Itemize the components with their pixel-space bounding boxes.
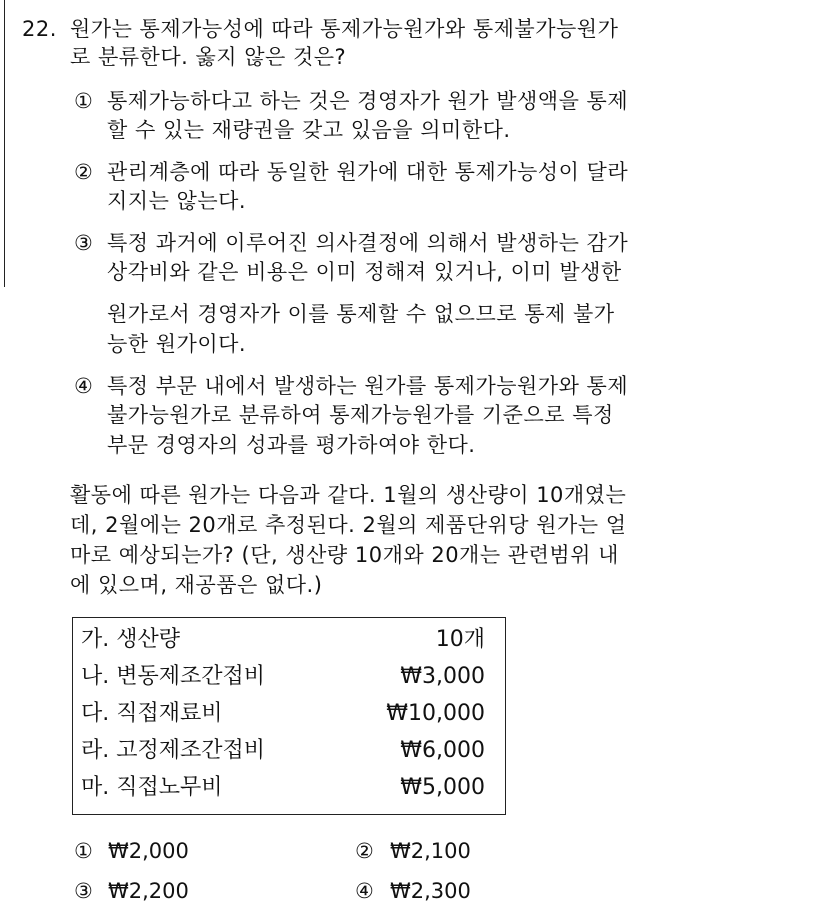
cost-data-table xyxy=(72,617,506,815)
choice-value: ₩2,300 xyxy=(390,879,471,903)
row-label: 라. 고정제조간접비 xyxy=(81,738,266,763)
question-stem-line-2: 로 분류한다. 옳지 않은 것은? xyxy=(70,45,347,69)
option-text-line: 능한 원가이다. xyxy=(107,332,247,356)
choice-marker: ① xyxy=(74,839,93,863)
table-row xyxy=(81,733,485,769)
choice-marker: ④ xyxy=(355,879,374,903)
row-value: ₩3,000 xyxy=(400,664,485,689)
question-stem-line: 데, 2월에는 20개로 추정된다. 2월의 제품단위당 원가는 얼 xyxy=(70,513,627,537)
table-row xyxy=(81,696,485,732)
option-text-line: 할 수 있는 재량권을 갖고 있음을 의미한다. xyxy=(107,118,511,142)
row-value: ₩6,000 xyxy=(400,738,485,763)
option-marker: ③ xyxy=(74,231,94,255)
row-label: 가. 생산량 xyxy=(81,627,180,652)
row-label: 마. 직접노무비 xyxy=(81,775,223,800)
option-text-line: 상각비와 같은 비용은 이미 정해져 있거나, 이미 발생한 xyxy=(107,260,622,284)
option-text-line: 부문 경영자의 성과를 평가하여야 한다. xyxy=(107,433,476,457)
option-marker: ④ xyxy=(74,374,94,398)
row-value: ₩10,000 xyxy=(386,701,485,726)
choice-value: ₩2,000 xyxy=(108,839,189,863)
question-stem-line-1: 원가는 통제가능성에 따라 통제가능원가와 통제불가능원가 xyxy=(70,17,619,41)
question-stem-line: 에 있으며, 재공품은 없다.) xyxy=(70,573,323,597)
option-text-line: 지지는 않는다. xyxy=(107,189,247,213)
option-marker: ① xyxy=(74,89,94,113)
choice-marker: ③ xyxy=(74,879,93,903)
option-text-line: 특정 부문 내에서 발생하는 원가를 통제가능원가와 통제 xyxy=(107,374,629,398)
row-label: 나. 변동제조간접비 xyxy=(81,664,266,689)
table-row xyxy=(81,770,485,806)
row-value: ₩5,000 xyxy=(400,775,485,800)
question-number: 22. xyxy=(22,17,57,41)
option-marker: ② xyxy=(74,160,94,184)
table-row xyxy=(81,622,485,658)
choice-marker: ② xyxy=(355,839,374,863)
option-text-line: 통제가능하다고 하는 것은 경영자가 원가 발생액을 통제 xyxy=(107,89,629,113)
table-row xyxy=(81,659,485,695)
option-text-line: 관리계층에 따라 동일한 원가에 대한 통제가능성이 달라 xyxy=(107,160,629,184)
row-value: 10개 xyxy=(435,627,485,652)
question-stem-line: 활동에 따른 원가는 다음과 같다. 1월의 생산량이 10개였는 xyxy=(70,483,627,507)
option-text-line: 불가능원가로 분류하여 통제가능원가를 기준으로 특정 xyxy=(107,403,614,427)
question-stem-line: 마로 예상되는가? (단, 생산량 10개와 20개는 관련범위 내 xyxy=(70,543,619,567)
option-text-line: 특정 과거에 이루어진 의사결정에 의해서 발생하는 감가 xyxy=(107,231,629,255)
option-text-line: 원가로서 경영자가 이를 통제할 수 없으므로 통제 불가 xyxy=(107,302,615,326)
row-label: 다. 직접재료비 xyxy=(81,701,223,726)
left-margin-rule xyxy=(4,0,5,287)
choice-value: ₩2,100 xyxy=(390,839,471,863)
choice-value: ₩2,200 xyxy=(108,879,189,903)
